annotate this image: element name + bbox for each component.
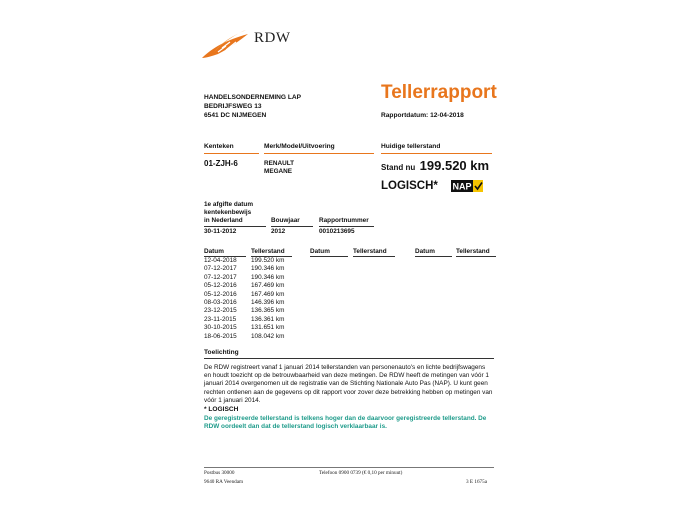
mileage-value: 199.520 km <box>419 158 490 173</box>
table-row-date: 23-12-2015 <box>204 307 237 315</box>
table-row-date: 05-12-2016 <box>204 290 237 298</box>
divider <box>271 226 313 227</box>
table-row-date: 07-12-2017 <box>204 265 237 273</box>
table-row-date: 12-04-2018 <box>204 257 237 264</box>
table-row-date: 23-11-2015 <box>204 315 237 323</box>
divider <box>456 256 496 257</box>
kenteken-value: 01-ZJH-6 <box>204 159 238 168</box>
first-reg-label: 1e afgifte datum kentekenbewijs in Nederland <box>204 201 254 224</box>
toelichting-heading: Toelichting <box>204 349 239 356</box>
table-row-date: 18-06-2015 <box>204 332 237 340</box>
rdw-logo-icon <box>200 28 252 60</box>
table-row-value: 199.520 km <box>251 257 285 264</box>
toelichting-body: De RDW registreert vanaf 1 januari 2014 tellerstanden van personenauto's en lichte bedrijfswagens en houdt toezicht op de betrouwbaarheid van deze metingen. De RDW heeft de metingen van vóór 1 januari 2014 overgenomen uit de registratie van de Stichting Nationale Auto Pas (NAP). U kunt geen rechten ontlenen aan de gegevens op dit rapport voor zover deze betrekking hebben op metingen van vóór 1 januari 2014. <box>204 364 493 404</box>
report-title: Tellerrapport <box>381 82 497 103</box>
rapport-value: 0010213695 <box>319 228 355 235</box>
table-row-date: 05-12-2016 <box>204 282 237 290</box>
company-address <box>204 93 301 120</box>
divider <box>381 153 492 154</box>
table-row-value: 146.396 km <box>251 299 285 306</box>
table-row-value: 131.651 km <box>251 324 285 332</box>
footer-code: 3 E 1675a <box>466 479 488 485</box>
logisch-explanation: De geregistreerde tellerstand is telkens hoger dan de daarvoor geregistreerde tellerstand. De RDW oordeelt dan dat de tellerstand logisch verklaarbaar is. <box>204 415 487 431</box>
divider <box>310 256 348 257</box>
footer-divider <box>204 467 494 468</box>
divider <box>353 256 395 257</box>
company-city: 6541 DC NIJMEGEN <box>204 112 267 119</box>
company-name: HANDELSONDERNEMING LAP <box>204 94 302 101</box>
divider <box>264 153 374 154</box>
table-row-value: 136.361 km <box>251 315 285 323</box>
divider <box>319 226 374 227</box>
divider <box>204 358 494 359</box>
footer-phone: Telefoon 0900 0739 (€ 0,10 per minuut) <box>319 470 403 476</box>
svg-text:NAP: NAP <box>452 181 472 192</box>
table-row-value: 136.365 km <box>251 307 285 315</box>
divider <box>204 226 266 227</box>
divider <box>204 153 259 154</box>
bouwjaar-value: 2012 <box>271 228 286 235</box>
kenteken-label: Kenteken <box>204 143 234 150</box>
merk-value: RENAULT MEGANE <box>264 160 295 175</box>
huidige-label: Huidige tellerstand <box>381 143 441 150</box>
table-row-value: 167.469 km <box>251 282 285 290</box>
col-stand-2: Tellerstand <box>353 248 387 255</box>
table-row-value: 190.346 km <box>251 273 285 281</box>
rdw-logo-text: RDW <box>254 30 291 46</box>
bouwjaar-label: Bouwjaar <box>271 217 300 224</box>
footer-postbus: Postbus 30000 <box>204 470 235 476</box>
table-row-date: 08-03-2016 <box>204 299 237 306</box>
table-row-value: 167.469 km <box>251 290 285 298</box>
table-row-date: 07-12-2017 <box>204 273 237 281</box>
table-row-value: 190.346 km <box>251 265 285 273</box>
col-stand-3: Tellerstand <box>456 248 490 255</box>
col-datum-2: Datum <box>310 248 330 255</box>
rapport-label: Rapportnummer <box>319 217 369 224</box>
col-datum-3: Datum <box>415 248 435 255</box>
table-row-date: 30-10-2015 <box>204 324 237 332</box>
report-date: Rapportdatum: 12-04-2018 <box>381 112 464 119</box>
divider <box>415 256 452 257</box>
nap-badge-icon <box>451 180 483 192</box>
footer-place: 9640 RA Veendam <box>204 479 244 485</box>
col-stand-1: Tellerstand <box>251 248 285 255</box>
table-row-value: 108.042 km <box>251 332 285 340</box>
logisch-verdict: LOGISCH* <box>381 180 438 192</box>
col-datum-1: Datum <box>204 248 224 255</box>
company-street: BEDRIJFSWEG 13 <box>204 103 262 110</box>
first-reg-value: 30-11-2012 <box>204 228 237 235</box>
current-mileage: Stand nu 199.520 km <box>381 158 490 173</box>
merk-label: Merk/Model/Uitvoering <box>264 143 335 150</box>
logisch-heading: * LOGISCH <box>204 406 239 413</box>
